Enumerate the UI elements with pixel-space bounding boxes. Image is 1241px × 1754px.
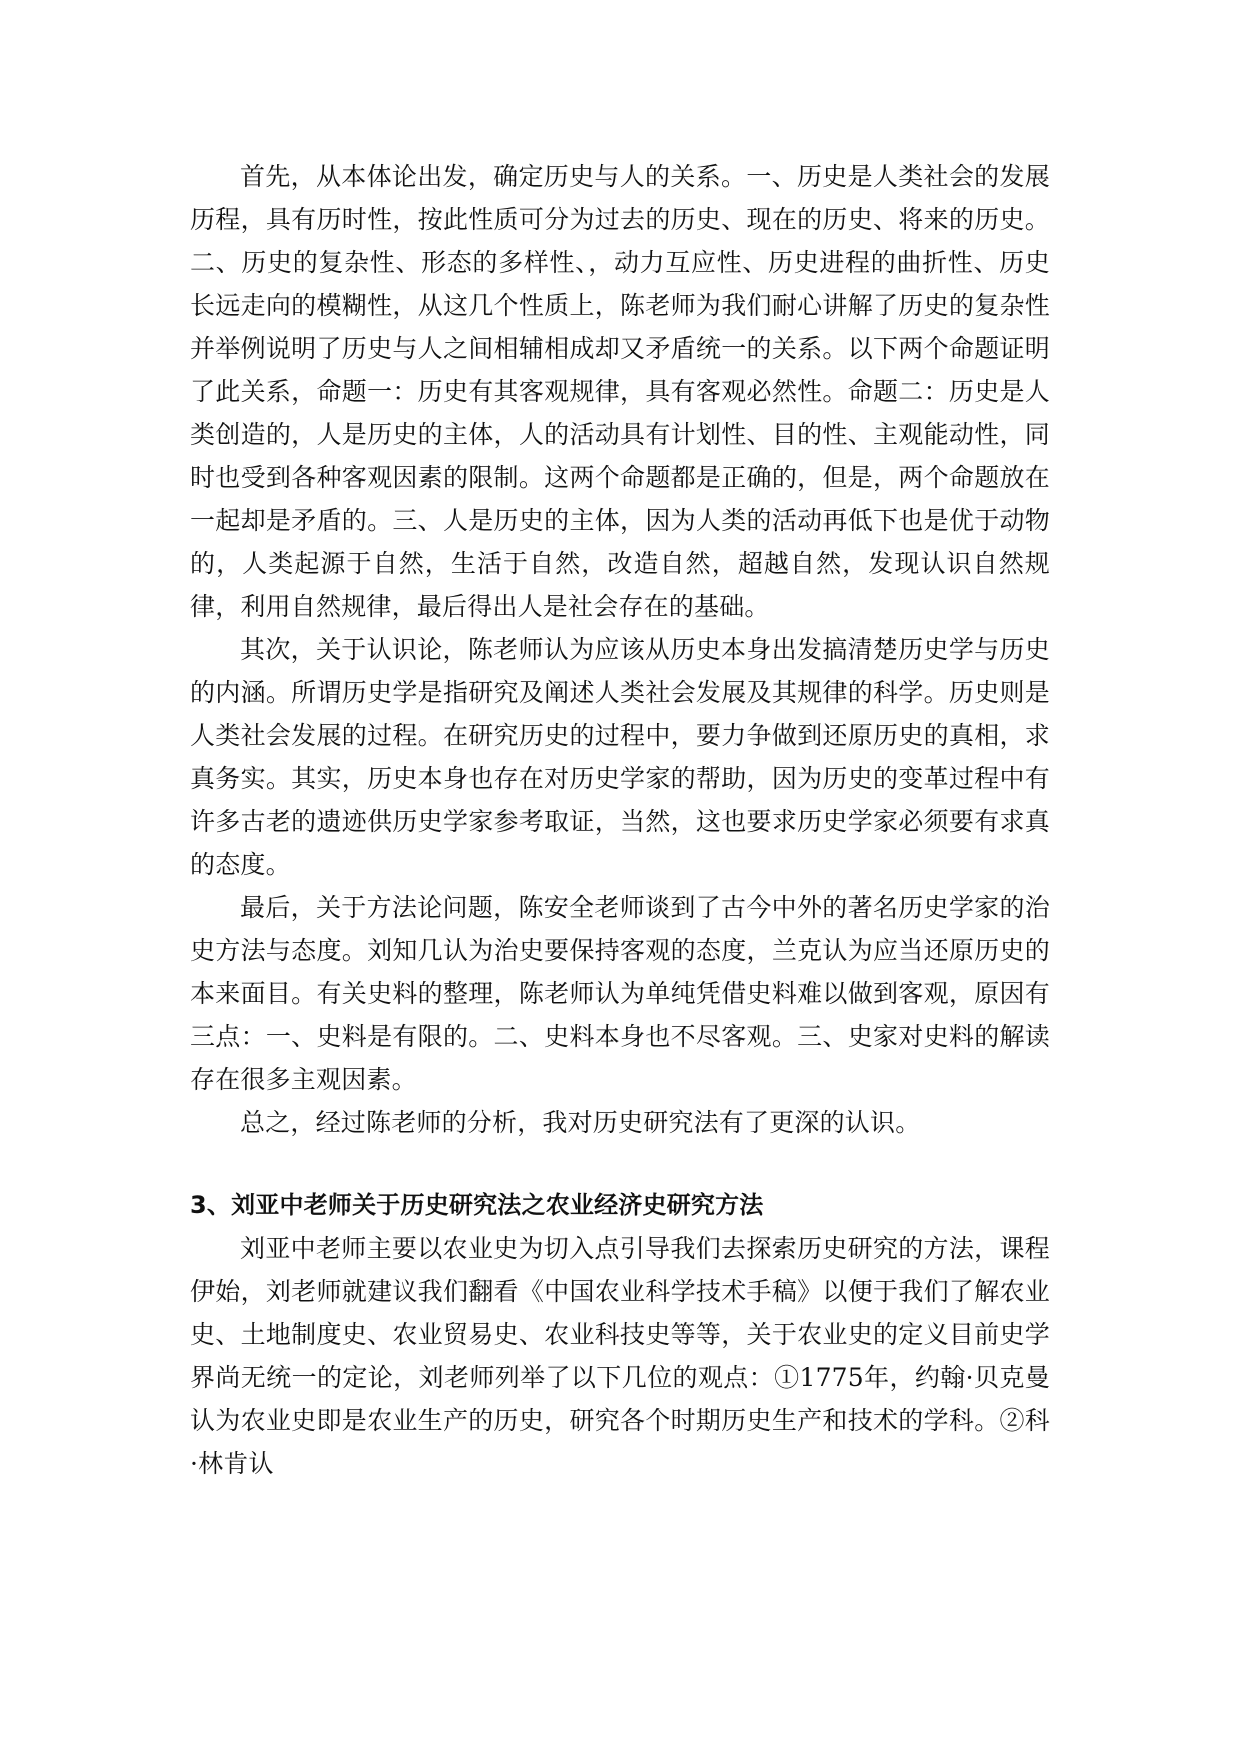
document-page bbox=[190, 155, 1050, 1485]
section-heading: 3、刘亚中老师关于历史研究法之农业经济史研究方法 bbox=[190, 1191, 764, 1219]
paragraph-ontology: 首先，从本体论出发，确定历史与人的关系。一、历史是人类社会的发展历程，具有历时性，按此性质可分为过去的历史、现在的历史、将来的历史。二、历史的复杂性、形态的多样性、，动力互应性、历史进程的曲折性、历史长远走向的模糊性，从这几个性质上，陈老师为我们耐心讲解了历史的复杂性并举例说明了历史与人之间相辅相成却又矛盾统一的关系。以下两个命题证明了此关系，命题一：历史有其客观规律，具有客观必然性。命题二：历史是人类创造的，人是历史的主体，人的活动具有计划性、目的性、主观能动性，同时也受到各种客观因素的限制。这两个命题都是正确的，但是，两个命题放在一起却是矛盾的。三、人是历史的主体，因为人类的活动再低下也是优于动物的，人类起源于自然，生活于自然，改造自然，超越自然，发现认识自然规律，利用自然规律，最后得出人是社会存在的基础。 bbox=[190, 162, 1050, 621]
paragraph-epistemology: 其次，关于认识论，陈老师认为应该从历史本身出发搞清楚历史学与历史的内涵。所谓历史学是指研究及阐述人类社会发展及其规律的科学。历史则是人类社会发展的过程。在研究历史的过程中，要力争做到还原历史的真相，求真务实。其实，历史本身也存在对历史学家的帮助，因为历史的变革过程中有许多古老的遗迹供历史学家参考取证，当然，这也要求历史学家必须要有求真的态度。 bbox=[190, 635, 1050, 879]
paragraph-conclusion: 总之，经过陈老师的分析，我对历史研究法有了更深的认识。 bbox=[240, 1108, 921, 1137]
paragraph-methodology: 最后，关于方法论问题，陈安全老师谈到了古今中外的著名历史学家的治史方法与态度。刘知几认为治史要保持客观的态度，兰克认为应当还原历史的本来面目。有关史料的整理，陈老师认为单纯凭借史料难以做到客观，原因有三点：一、史料是有限的。二、史料本身也不尽客观。三、史家对史料的解读存在很多主观因素。 bbox=[190, 893, 1050, 1094]
paragraph-agricultural-history: 刘亚中老师主要以农业史为切入点引导我们去探索历史研究的方法，课程伊始，刘老师就建议我们翻看《中国农业科学技术手稿》以便于我们了解农业史、土地制度史、农业贸易史、农业科技史等等，关于农业史的定义目前史学界尚无统一的定论，刘老师列举了以下几位的观点：①1775年，约翰·贝克曼认为农业史即是农业生产的历史，研究各个时期历史生产和技术的学科。②科·林肯认 bbox=[190, 1234, 1050, 1478]
section-spacer bbox=[190, 1144, 1050, 1184]
